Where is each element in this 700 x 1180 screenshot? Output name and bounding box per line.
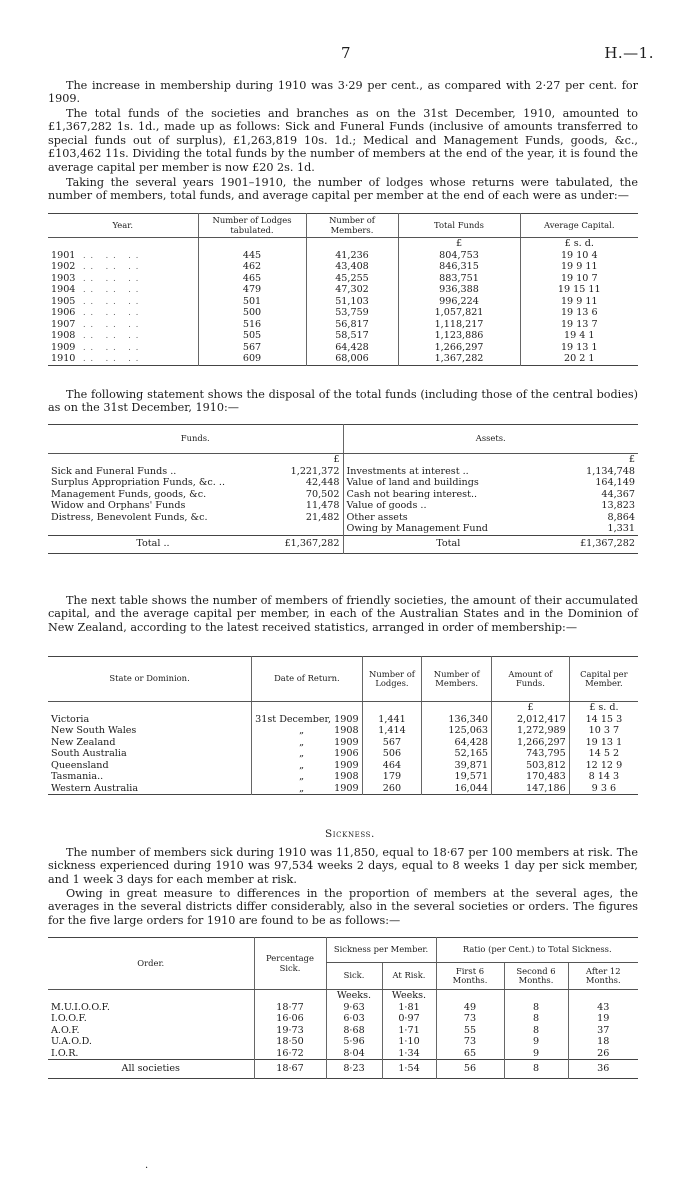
cell-after: 43 (568, 1002, 638, 1014)
cell-year (48, 353, 198, 365)
unit-capital: £ s. d. (520, 238, 638, 250)
table-row (48, 1025, 638, 1037)
table-orders-sickness-body (48, 990, 638, 1079)
ditto-mark: „ (299, 782, 305, 794)
cell-state-lodges: 567 (362, 737, 422, 749)
cell-after: 36 (568, 1060, 638, 1079)
cell-date (252, 783, 362, 795)
cell-risk: 1·34 (382, 1048, 436, 1060)
date-text: 1908 (334, 771, 359, 782)
paragraph-sickness-count: The number of members sick during 1910 was 11,850, equal to 18·67 per 100 members at risk. The sickness experienced during 1910 was 97,534 weeks 2 days, equal to 8 weeks 1 day per sick member, and 1 week 3 days for each member at risk. (48, 846, 638, 886)
table-row (48, 319, 638, 331)
cell-year (48, 307, 198, 319)
table-row (48, 477, 638, 489)
cell-state-members: 136,340 (422, 714, 492, 726)
paragraph-years-intro: Taking the several years 1901–1910, the number of lodges whose returns were tabulated, the number of members, total funds, and average capital per member at the end of each were as under:— (48, 176, 638, 203)
cell-lodges: 501 (198, 296, 306, 308)
unit-state-capital: £ s. d. (569, 702, 638, 714)
page-number: 7 (341, 44, 351, 62)
cell-lodges: 462 (198, 261, 306, 273)
cell-capital: 19 13 1 (520, 342, 638, 354)
table-row (48, 1002, 638, 1014)
table-row (48, 500, 638, 512)
paragraph-membership-increase: The increase in membership during 1910 was 3·29 per cent., as compared with 2·27 per cent. for 1909. (48, 79, 638, 106)
cell-funds: 1,266,297 (398, 342, 520, 354)
header-state: State or Dominion. (48, 657, 252, 702)
leader-dots: .. .. .. (75, 285, 144, 294)
fund-value: 1,221,372 (290, 465, 340, 477)
cell-lodges: 500 (198, 307, 306, 319)
cell-capital: 19 13 7 (520, 319, 638, 331)
year-text: 1909 (51, 341, 76, 353)
table-row (48, 342, 638, 354)
year-text: 1902 (51, 261, 76, 272)
header-at-risk: At Risk. (382, 963, 436, 990)
cell-year (48, 284, 198, 296)
leader-dots: .. .. .. (75, 342, 144, 352)
cell-state: Tasmania.. (51, 771, 104, 782)
table-row (48, 512, 638, 524)
fund-value (258, 523, 343, 535)
fund-label: Sick and Funeral Funds .. (51, 465, 177, 477)
leader-dots: .. .. .. (75, 273, 144, 283)
cell-state-members: 64,428 (422, 737, 492, 749)
header-lodges: Number of Lodges tabulated. (198, 214, 306, 238)
header-order: Order. (48, 938, 254, 990)
cell-state-funds: 170,483 (492, 771, 570, 783)
cell-sick: 9·63 (326, 1002, 382, 1014)
cell-capital: 19 10 7 (520, 273, 638, 285)
table-row (48, 771, 638, 783)
unit-sick: Weeks. (326, 990, 382, 1002)
cell-sick: 5·96 (326, 1036, 382, 1048)
cell-sick: 8·68 (326, 1025, 382, 1037)
fund-label: Surplus Appropriation Funds, &c. .. (51, 477, 226, 488)
fund-label (48, 523, 258, 535)
total-assets: £1,367,282 (580, 538, 635, 550)
cell-state-lodges: 1,414 (362, 725, 422, 737)
table-yearly-statistics (48, 213, 638, 366)
table-row (48, 714, 638, 726)
cell-pct: 18·77 (254, 1002, 326, 1014)
header-date: Date of Return. (252, 657, 362, 702)
cell-after: 19 (568, 1013, 638, 1025)
asset-value: 1,331 (607, 523, 635, 534)
table-row (48, 250, 638, 262)
cell-state-members: 52,165 (422, 748, 492, 760)
table-row (48, 725, 638, 737)
leader-dots: .. .. .. (75, 296, 144, 306)
table-row (48, 783, 638, 795)
cell-order: I.O.O.F. (51, 1013, 87, 1024)
table-row (48, 353, 638, 365)
cell-funds: 936,388 (398, 284, 520, 296)
header-pct-sick: Percentage Sick. (254, 938, 326, 990)
cell-state-members: 19,571 (422, 771, 492, 783)
paragraph-disposal-intro: The following statement shows the disposal of the total funds (including those of the central bodies) as on the 31st December, 1910:— (48, 388, 638, 415)
ditto-mark: „ (299, 736, 305, 748)
cell-year (48, 296, 198, 308)
header-sick: Sick. (326, 963, 382, 990)
fund-value: 70,502 (305, 488, 340, 500)
cell-capital: 19 4 1 (520, 330, 638, 342)
cell-lodges: 567 (198, 342, 306, 354)
cell-order: U.A.O.D. (51, 1036, 92, 1047)
cell-members: 53,759 (306, 307, 398, 319)
cell-state: Victoria (51, 713, 90, 725)
date-text: 1909 (334, 736, 359, 748)
cell-date (252, 760, 362, 772)
cell-state-capital: 10 3 7 (569, 725, 638, 737)
cell-first: 73 (436, 1013, 504, 1025)
table-row (48, 1013, 638, 1025)
cell-members: 45,255 (306, 273, 398, 285)
table-row (48, 466, 638, 478)
unit-state-funds: £ (492, 702, 570, 714)
unit-row (48, 238, 638, 250)
cell-state: South Australia (51, 748, 127, 759)
leader-dots: .. .. .. (75, 262, 144, 271)
asset-value: 1,134,748 (586, 465, 635, 477)
unit-funds: £ (333, 454, 340, 465)
cell-lodges: 479 (198, 284, 306, 296)
paragraph-orders-intro: Owing in great measure to differences in the proportion of members at the several ages, the averages in the several districts differ considerably, also in the several societies or orders. The figures for the five large orders for 1910 are found to be as follows:— (48, 887, 638, 927)
header-year: Year. (48, 214, 198, 238)
cell-state-funds: 503,812 (492, 760, 570, 772)
cell-order: All societies (121, 1063, 180, 1075)
table-row (48, 748, 638, 760)
cell-capital: 19 13 6 (520, 307, 638, 319)
table-states-body (48, 702, 638, 795)
asset-label: Owing by Management Fund (343, 523, 553, 535)
cell-state: Western Australia (51, 782, 139, 794)
cell-pct: 16·72 (254, 1048, 326, 1060)
fund-label: Management Funds, goods, &c. (51, 488, 207, 500)
cell-year (48, 250, 198, 262)
cell-state-lodges: 506 (362, 748, 422, 760)
cell-second: 9 (504, 1036, 568, 1048)
header-assets-side: Assets. (343, 425, 638, 454)
cell-sick: 8·04 (326, 1048, 382, 1060)
header-ratio: Ratio (per Cent.) to Total Sickness. (436, 938, 638, 963)
header-funds-side: Funds. (48, 425, 343, 454)
cell-state: New Zealand (51, 736, 116, 748)
cell-pct: 19·73 (254, 1025, 326, 1037)
header-after-12: After 12 Months. (568, 963, 638, 990)
cell-state: Queensland (51, 759, 109, 771)
asset-label: Value of land and buildings (343, 477, 553, 489)
year-text: 1903 (51, 272, 76, 284)
header-state-members: Number of Members. (422, 657, 492, 702)
cell-members: 58,517 (306, 330, 398, 342)
unit-row (48, 990, 638, 1002)
cell-members: 64,428 (306, 342, 398, 354)
cell-risk: 1·81 (382, 1002, 436, 1014)
cell-state-capital: 8 14 3 (569, 771, 638, 783)
cell-members: 41,236 (306, 250, 398, 262)
year-text: 1905 (51, 295, 76, 307)
page-header (0, 44, 700, 66)
cell-sick: 8·23 (326, 1060, 382, 1079)
cell-members: 68,006 (306, 353, 398, 365)
cell-state-funds: 1,266,297 (492, 737, 570, 749)
year-text: 1906 (51, 307, 76, 318)
table-funds-assets-body (48, 454, 638, 554)
asset-label: Other assets (343, 512, 553, 524)
cell-after: 26 (568, 1048, 638, 1060)
cell-lodges: 609 (198, 353, 306, 365)
cell-date (252, 748, 362, 760)
cell-pct: 18·50 (254, 1036, 326, 1048)
table-row (48, 330, 638, 342)
cell-state-lodges: 260 (362, 783, 422, 795)
table-row (48, 284, 638, 296)
leader-dots: .. .. .. (75, 319, 144, 329)
header-capital: Average Capital. (520, 214, 638, 238)
year-text: 1907 (51, 318, 76, 330)
cell-state-capital: 9 3 6 (569, 783, 638, 795)
asset-label: Investments at interest .. (343, 466, 553, 478)
cell-order: A.O.F. (51, 1024, 80, 1036)
cell-members: 43,408 (306, 261, 398, 273)
document-reference: H.—1. (604, 44, 654, 62)
print-speck: · (145, 1163, 149, 1174)
cell-risk: 0·97 (382, 1013, 436, 1025)
cell-capital: 19 15 11 (520, 284, 638, 296)
cell-state-lodges: 1,441 (362, 714, 422, 726)
paragraph-total-funds: The total funds of the societies and branches as on the 31st December, 1910, amounted to £1,367,282 1s. 1d., made up as follows: Sick and Funeral Funds (inclusive of amounts transferred to special funds out of surplus), £1,263,819 10s. 1d.; Medical and Management Funds, goods, &c., £103,462 11s. Dividing the total funds by the number of members at the end of the year, it is found the average capital per member is now £20 2s. 1d. (48, 107, 638, 174)
cell-capital: 19 9 11 (520, 296, 638, 308)
cell-funds: 1,367,282 (398, 353, 520, 365)
table-row (48, 760, 638, 772)
asset-value: 13,823 (601, 500, 635, 511)
cell-lodges: 516 (198, 319, 306, 331)
cell-funds: 1,057,821 (398, 307, 520, 319)
unit-row (48, 702, 638, 714)
cell-first: 49 (436, 1002, 504, 1014)
date-text: 31st December, 1909 (255, 713, 359, 725)
cell-state-lodges: 464 (362, 760, 422, 772)
cell-funds: 1,123,886 (398, 330, 520, 342)
cell-order: I.O.R. (51, 1047, 79, 1059)
cell-year (48, 273, 198, 285)
fund-value: 42,448 (305, 477, 340, 488)
cell-first: 55 (436, 1025, 504, 1037)
ditto-mark: „ (299, 759, 305, 771)
unit-assets: £ (628, 454, 635, 465)
leader-dots: .. .. .. (75, 331, 144, 340)
header-second-6: Second 6 Months. (504, 963, 568, 990)
table-orders-sickness (48, 937, 638, 1079)
asset-value: 8,864 (607, 511, 635, 523)
table-row (48, 273, 638, 285)
table-row (48, 489, 638, 501)
year-text: 1910 (51, 353, 76, 364)
cell-second: 8 (504, 1013, 568, 1025)
fund-value: 11,478 (305, 500, 340, 511)
cell-state-members: 16,044 (422, 783, 492, 795)
fund-label: Widow and Orphans' Funds (51, 500, 186, 511)
table-row (48, 1048, 638, 1060)
cell-state-lodges: 179 (362, 771, 422, 783)
cell-capital: 20 2 1 (520, 353, 638, 365)
cell-funds: 883,751 (398, 273, 520, 285)
table-row (48, 737, 638, 749)
header-state-capital: Capital per Member. (569, 657, 638, 702)
cell-members: 51,103 (306, 296, 398, 308)
cell-sick: 6·03 (326, 1013, 382, 1025)
cell-state-funds: 1,272,989 (492, 725, 570, 737)
cell-lodges: 445 (198, 250, 306, 262)
cell-second: 8 (504, 1002, 568, 1014)
cell-state-capital: 14 5 2 (569, 748, 638, 760)
cell-year (48, 261, 198, 273)
header-state-funds: Amount of Funds. (492, 657, 570, 702)
asset-value: 164,149 (595, 477, 635, 488)
cell-risk: 1·10 (382, 1036, 436, 1048)
cell-state-funds: 2,012,417 (492, 714, 570, 726)
cell-year (48, 319, 198, 331)
cell-funds: 804,753 (398, 250, 520, 262)
fund-value: 21,482 (305, 511, 340, 523)
header-sickness-per-member: Sickness per Member. (326, 938, 436, 963)
cell-state-funds: 147,186 (492, 783, 570, 795)
cell-second: 8 (504, 1060, 568, 1079)
cell-after: 18 (568, 1036, 638, 1048)
cell-first: 73 (436, 1036, 504, 1048)
cell-first: 65 (436, 1048, 504, 1060)
leader-dots: .. .. .. (75, 354, 144, 363)
header-funds: Total Funds (398, 214, 520, 238)
unit-row (48, 454, 638, 466)
cell-date (252, 725, 362, 737)
cell-risk: 1·71 (382, 1025, 436, 1037)
year-text: 1901 (51, 249, 76, 261)
header-members: Number of Members. (306, 214, 398, 238)
cell-state-capital: 12 12 9 (569, 760, 638, 772)
cell-state-capital: 14 15 3 (569, 714, 638, 726)
cell-members: 47,302 (306, 284, 398, 296)
cell-year (48, 342, 198, 354)
cell-state-capital: 19 13 1 (569, 737, 638, 749)
cell-state-members: 125,063 (422, 725, 492, 737)
cell-order: M.U.I.O.O.F. (51, 1001, 110, 1013)
year-text: 1908 (51, 330, 76, 341)
cell-after: 37 (568, 1025, 638, 1037)
table-funds-assets (48, 424, 638, 554)
total-label-assets: Total (343, 535, 553, 553)
table-row (48, 1036, 638, 1048)
asset-label: Value of goods .. (343, 500, 553, 512)
cell-lodges: 505 (198, 330, 306, 342)
cell-year (48, 330, 198, 342)
total-funds: £1,367,282 (284, 538, 340, 550)
cell-state-funds: 743,795 (492, 748, 570, 760)
table-yearly-statistics-body (48, 238, 638, 366)
cell-capital: 19 9 11 (520, 261, 638, 273)
total-row (48, 535, 638, 553)
cell-funds: 1,118,217 (398, 319, 520, 331)
date-text: 1909 (334, 759, 359, 771)
header-state-lodges: Number of Lodges. (362, 657, 422, 702)
leader-dots: .. .. .. (75, 250, 144, 260)
cell-funds: 846,315 (398, 261, 520, 273)
date-text: 1908 (334, 725, 359, 736)
table-row (48, 296, 638, 308)
header-first-6: First 6 Months. (436, 963, 504, 990)
asset-value: 44,367 (601, 488, 635, 500)
table-row (48, 307, 638, 319)
cell-pct: 18·67 (254, 1060, 326, 1079)
table-states (48, 656, 638, 795)
asset-label: Cash not bearing interest.. (343, 489, 553, 501)
ditto-mark: „ (299, 771, 305, 782)
cell-risk: 1·54 (382, 1060, 436, 1079)
cell-funds: 996,224 (398, 296, 520, 308)
year-text: 1904 (51, 284, 76, 295)
paragraph-states-intro: The next table shows the number of members of friendly societies, the amount of their accumulated capital, and the average capital per member, in each of the Australian States and in the Dominion of New Zealand, according to the latest received statistics, arranged in order of membership:— (48, 594, 638, 634)
section-heading-sickness: Sickness. (325, 828, 375, 840)
cell-lodges: 465 (198, 273, 306, 285)
cell-members: 56,817 (306, 319, 398, 331)
cell-state: New South Wales (51, 725, 137, 736)
cell-state-members: 39,871 (422, 760, 492, 772)
fund-label: Distress, Benevolent Funds, &c. (51, 511, 208, 523)
unit-funds: £ (398, 238, 520, 250)
ditto-mark: „ (299, 725, 305, 736)
unit-risk: Weeks. (382, 990, 436, 1002)
cell-capital: 19 10 4 (520, 250, 638, 262)
date-text: 1906 (334, 748, 359, 759)
cell-second: 9 (504, 1048, 568, 1060)
leader-dots: .. .. .. (75, 308, 144, 317)
cell-second: 8 (504, 1025, 568, 1037)
total-label-funds: Total .. (136, 538, 170, 550)
cell-pct: 16·06 (254, 1013, 326, 1025)
ditto-mark: „ (299, 748, 305, 759)
table-row (48, 523, 638, 535)
cell-date (252, 737, 362, 749)
cell-date (252, 714, 362, 726)
date-text: 1909 (334, 782, 359, 794)
total-row (48, 1060, 638, 1079)
cell-first: 56 (436, 1060, 504, 1079)
table-row (48, 261, 638, 273)
cell-date (252, 771, 362, 783)
